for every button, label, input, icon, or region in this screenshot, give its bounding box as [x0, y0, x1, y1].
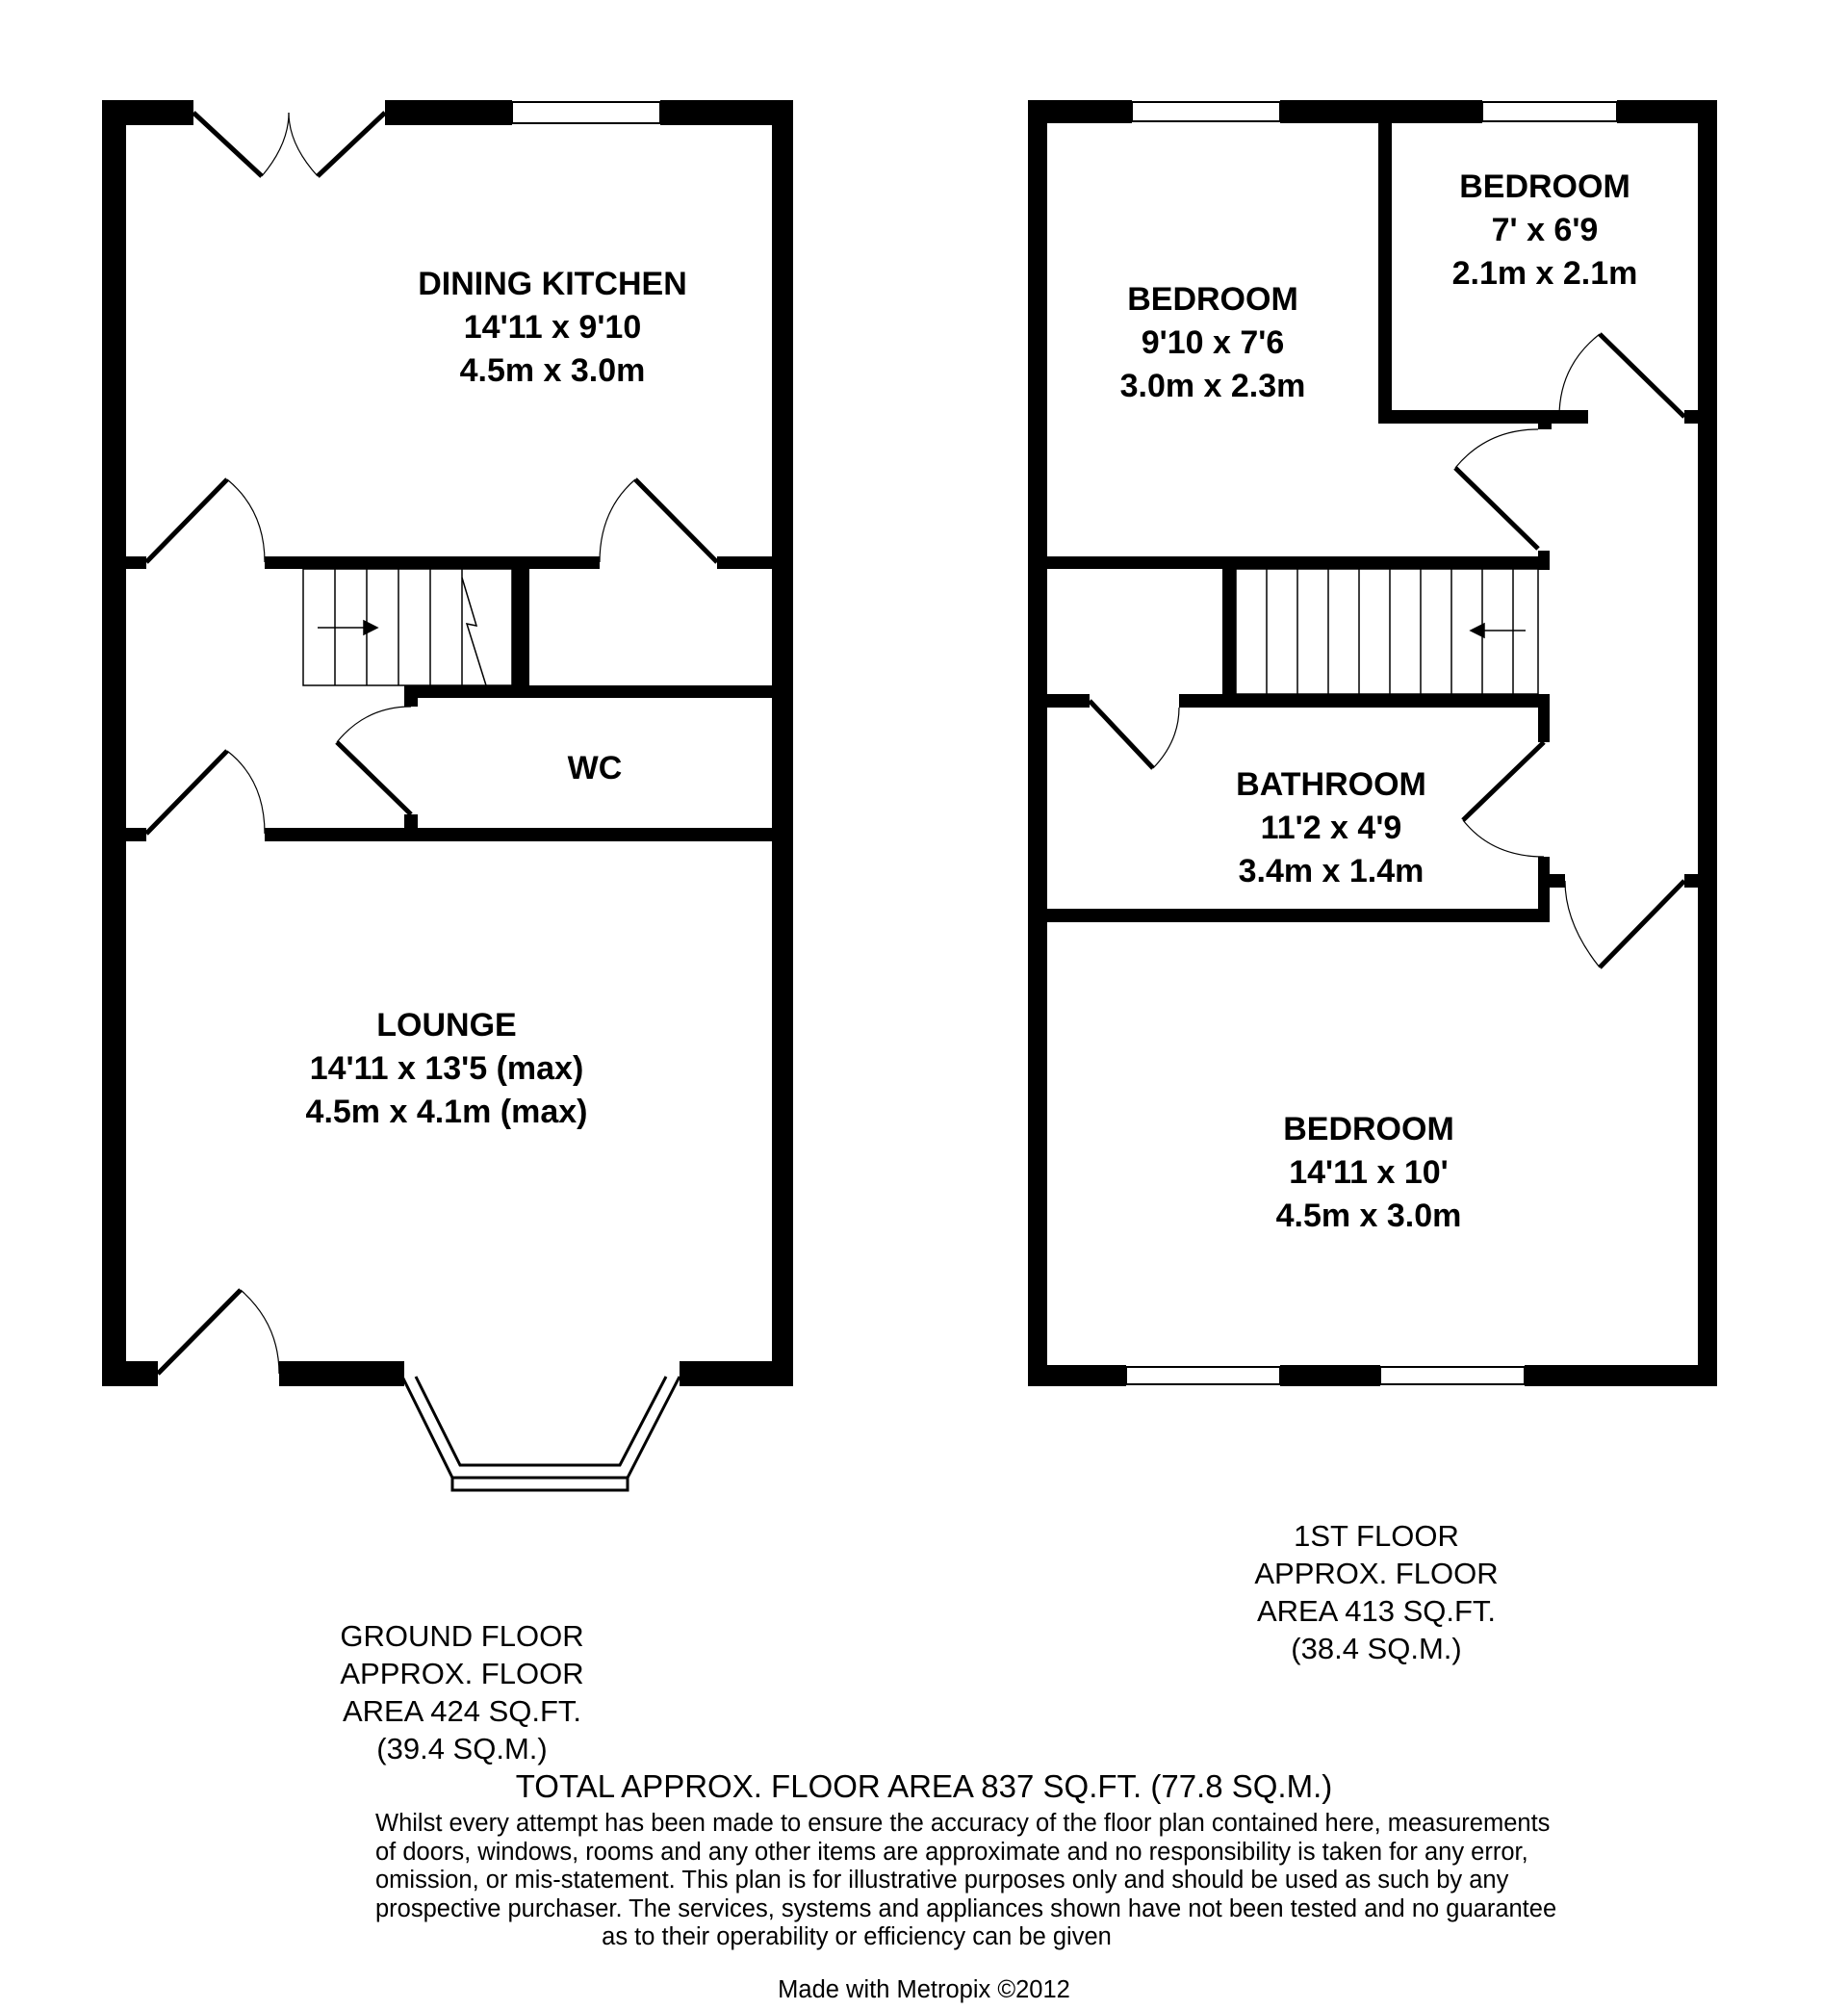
bathroom-name: BATHROOM: [1236, 766, 1426, 803]
disclaimer-line: omission, or mis-statement. This plan is for illustrative purposes only and should be used as such by any: [375, 1867, 1509, 1894]
first-floor-caption-line: APPROX. FLOOR: [1254, 1557, 1499, 1590]
bedroom-large-name: BEDROOM: [1283, 1111, 1454, 1147]
bathroom-imperial: 11'2 x 4'9: [1260, 810, 1402, 846]
lounge-bay-window: [402, 1377, 680, 1490]
ground-floor-plan: [102, 100, 793, 1490]
dining-kitchen-name: DINING KITCHEN: [418, 266, 687, 302]
first-floor-caption: [1184, 1517, 1569, 1667]
first-floor-plan: [1028, 100, 1717, 1386]
ground-floor-caption: [270, 1617, 654, 1767]
lounge-imperial: 14'11 x 13'5 (max): [309, 1050, 584, 1087]
ground-floor-caption-line: APPROX. FLOOR: [340, 1657, 584, 1690]
disclaimer: [375, 1810, 1557, 1952]
first-floor-stairs: [1236, 569, 1538, 694]
first-floor-caption-line: AREA 413 SQ.FT.: [1256, 1594, 1497, 1628]
ground-floor-caption-line: AREA 424 SQ.FT.: [342, 1694, 582, 1728]
bedroom-large-metric: 4.5m x 3.0m: [1275, 1198, 1462, 1234]
first-floor-caption-line: 1ST FLOOR: [1294, 1519, 1459, 1553]
bedroom-small-name: BEDROOM: [1459, 168, 1630, 205]
dining-kitchen-metric: 4.5m x 3.0m: [459, 352, 646, 389]
bedroom-small-imperial: 7' x 6'9: [1491, 212, 1599, 248]
bathroom-metric: 3.4m x 1.4m: [1238, 853, 1424, 889]
ground-floor-windows: [512, 102, 660, 123]
bedroom-mid-imperial: 9'10 x 7'6: [1141, 324, 1285, 361]
lounge-metric: 4.5m x 4.1m (max): [305, 1094, 588, 1130]
disclaimer-line: prospective purchaser. The services, systems and appliances shown have not been tested and no guarantee: [375, 1894, 1557, 1922]
bedroom-large-imperial: 14'11 x 10': [1289, 1154, 1449, 1191]
ground-floor-caption-line: GROUND FLOOR: [340, 1619, 584, 1653]
total-floor-area: TOTAL APPROX. FLOOR AREA 837 SQ.FT. (77.8 SQ.M.): [515, 1768, 1333, 1804]
first-floor-caption-line: (38.4 SQ.M.): [1291, 1632, 1462, 1665]
lounge-name: LOUNGE: [376, 1007, 517, 1044]
disclaimer-line: as to their operability or efficiency can be given: [602, 1923, 1112, 1950]
ground-floor-internal-walls: [102, 556, 793, 841]
bedroom-mid-metric: 3.0m x 2.3m: [1119, 368, 1306, 404]
ground-floor-caption-line: (39.4 SQ.M.): [376, 1732, 548, 1765]
wc-name: WC: [567, 750, 623, 786]
credit: Made with Metropix ©2012: [778, 1976, 1070, 2003]
ground-floor-stairs: [303, 569, 512, 685]
disclaimer-line: of doors, windows, rooms and any other items are approximate and no responsibility is taken for any error,: [375, 1838, 1528, 1866]
bedroom-small-metric: 2.1m x 2.1m: [1451, 255, 1638, 292]
bedroom-mid-name: BEDROOM: [1127, 281, 1298, 318]
disclaimer-line: Whilst every attempt has been made to ensure the accuracy of the floor plan contained here, measurements: [375, 1810, 1551, 1837]
dining-kitchen-imperial: 14'11 x 9'10: [463, 309, 642, 346]
